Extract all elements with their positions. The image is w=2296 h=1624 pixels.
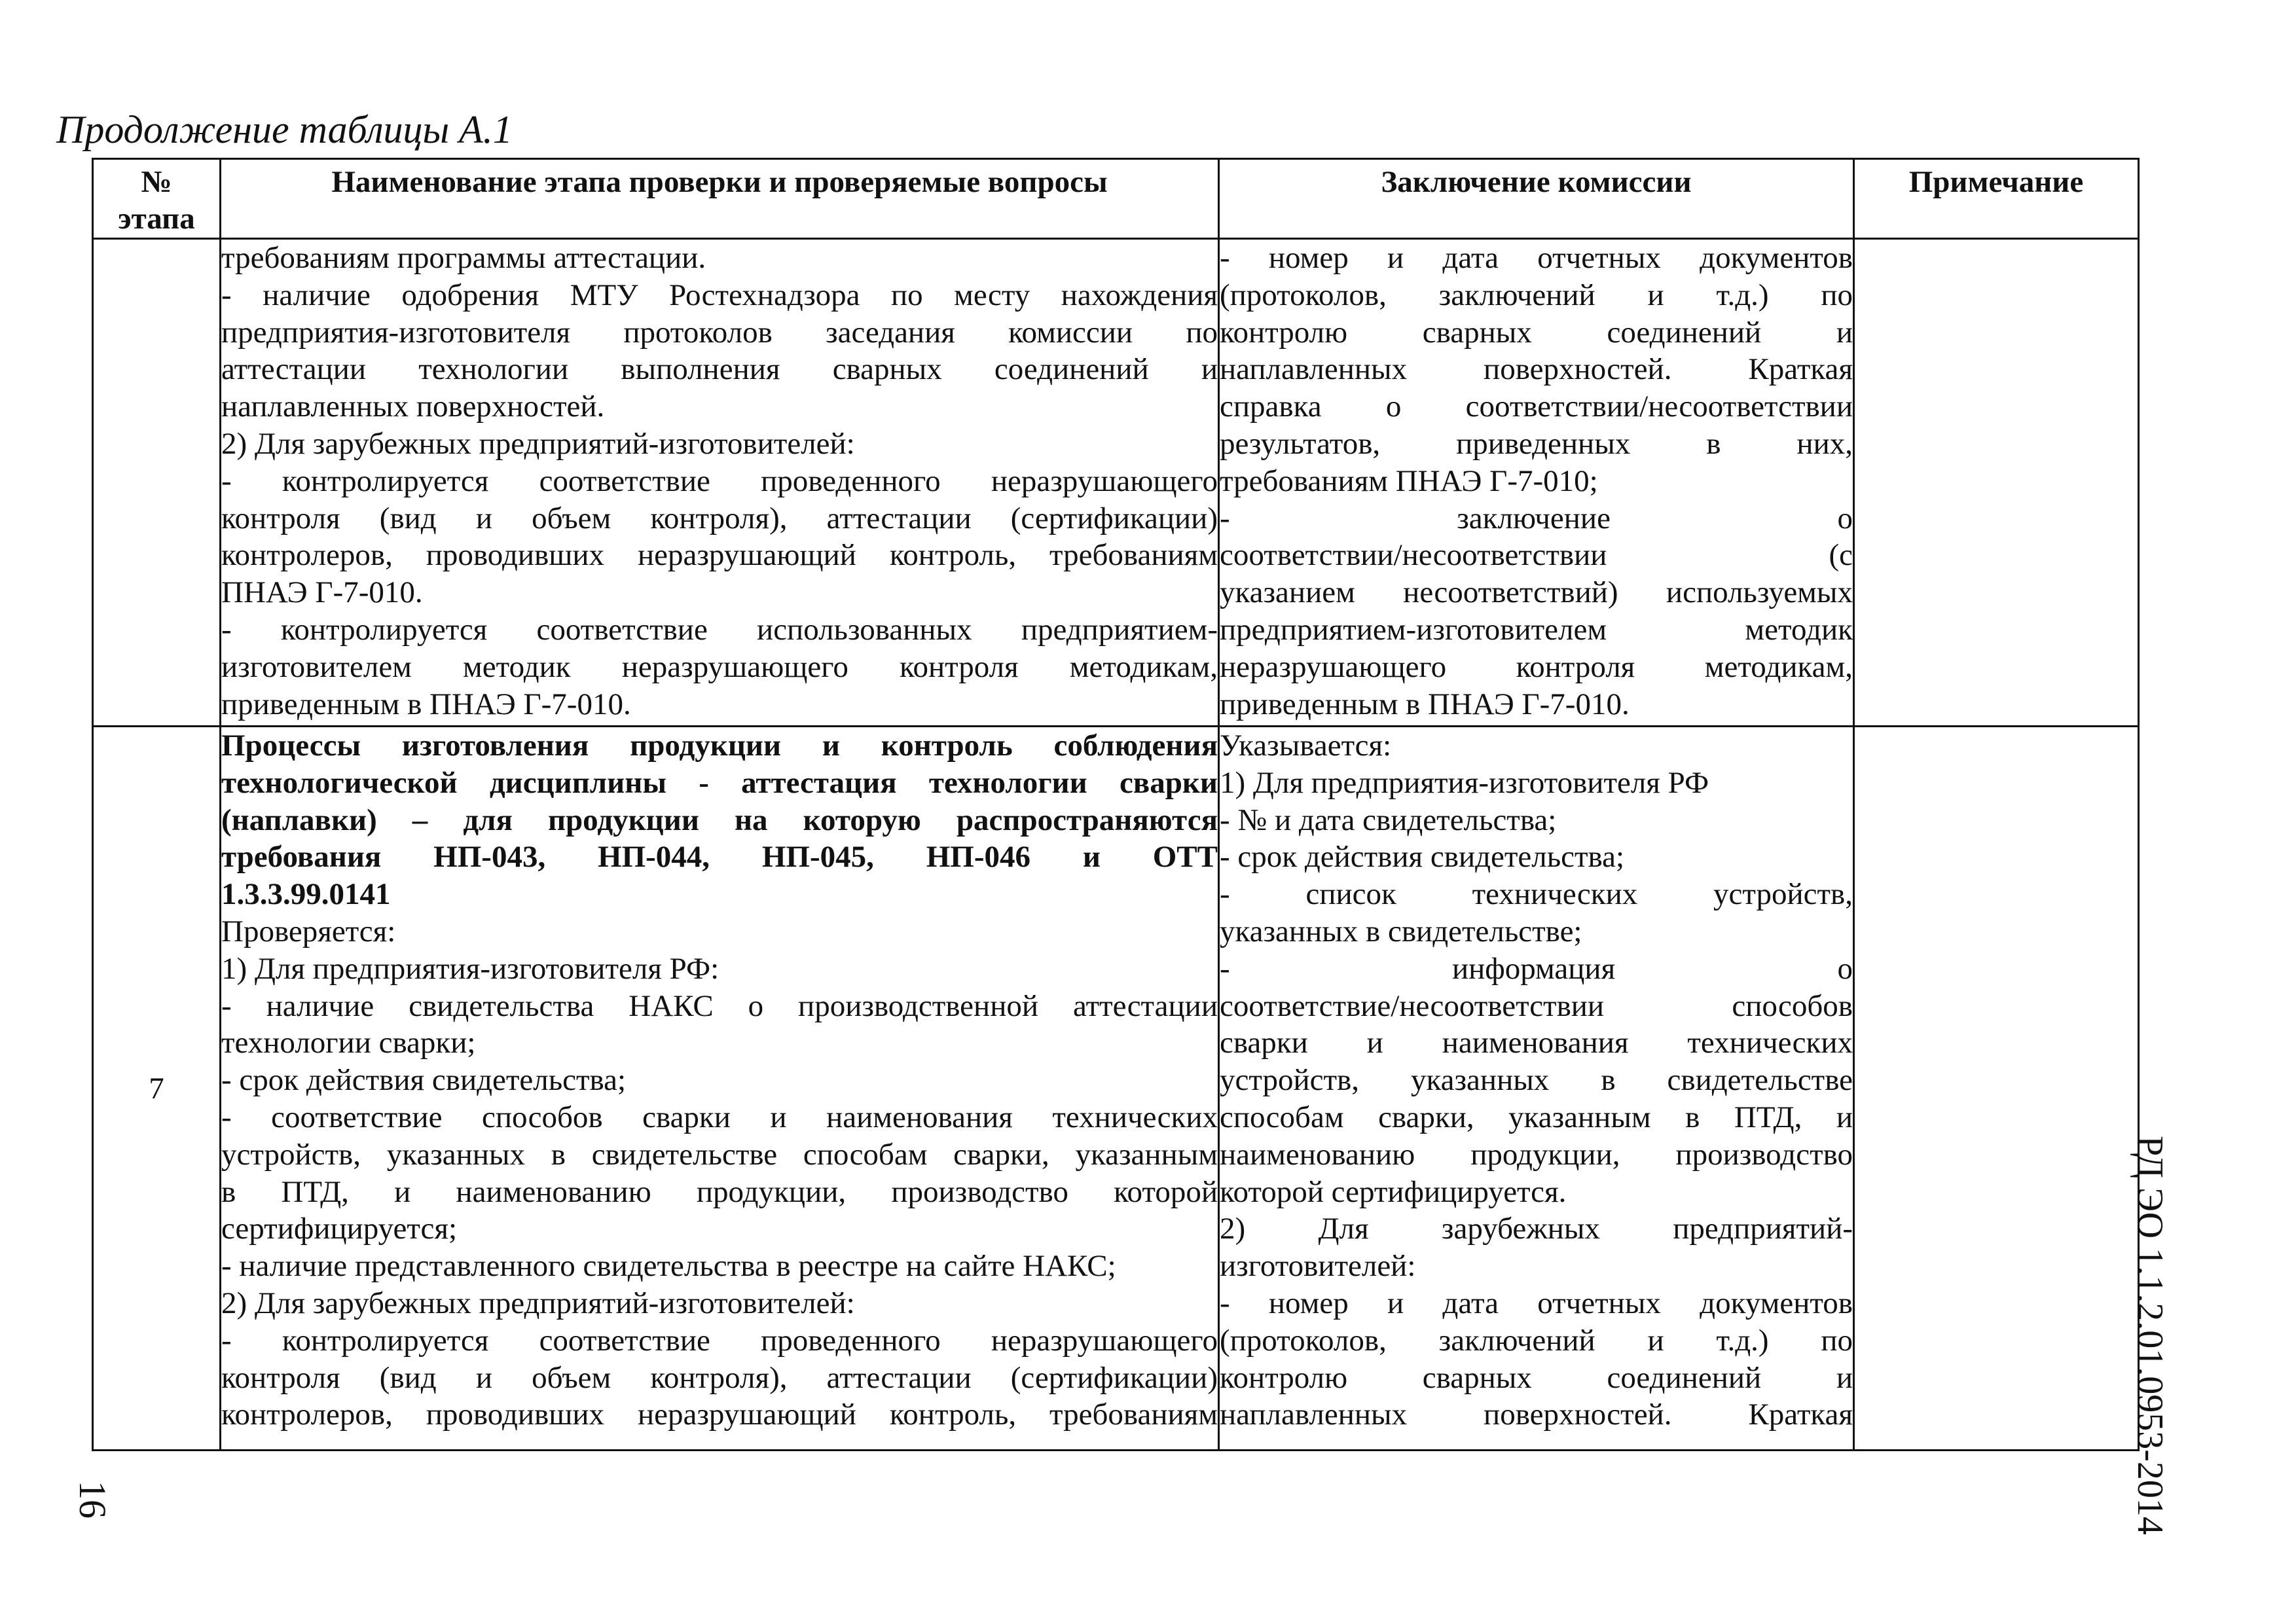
page-number: 16 [71, 1481, 114, 1519]
text-line: - номер и дата отчетных документов [1220, 1286, 1853, 1320]
text-line: справка о соответствии/несоответствии [1220, 389, 1853, 424]
text-line: контролю сварных соединений и [1220, 1360, 1853, 1395]
text-line: соответствии/несоответствии (с [1220, 538, 1853, 573]
text-line: 1.3.3.99.0141 [221, 877, 391, 912]
text-line: - наличие одобрения МТУ Ростехнадзора по месту нахождения [221, 278, 1218, 312]
text-line: способам сварки, указанным в ПТД, и [1220, 1100, 1853, 1134]
text-line: - срок действия свидетельства; [1220, 840, 1625, 875]
text-line: указанных в свидетельстве; [1220, 914, 1582, 948]
text-line: приведенным в ПНАЭ Г-7-010. [1220, 687, 1630, 721]
text-line: Указывается: [1220, 729, 1392, 763]
text-line: неразрушающего контроля методикам, [1220, 649, 1853, 684]
text-line: указанием несоответствий) используемых [1220, 575, 1853, 610]
text-line: наименованию продукции, производство [1220, 1137, 1853, 1172]
conclusion-text [1220, 240, 1853, 723]
text-line: (протоколов, заключений и т.д.) по [1220, 1323, 1853, 1358]
text-line: приведенным в ПНАЭ Г-7-010. [221, 687, 631, 721]
text-line: 2) Для зарубежных предприятий- [1220, 1212, 1853, 1246]
table-header-row [93, 159, 2139, 239]
table-caption: Продолжение таблицы А.1 [56, 108, 513, 151]
stage-title [221, 727, 1218, 913]
text-line: контроля (вид и объем контроля), аттестации (сертификации) [221, 501, 1218, 535]
text-line: сертифицируется; [221, 1212, 458, 1246]
text-line: - № и дата свидетельства; [1220, 803, 1557, 837]
table-row [93, 239, 2139, 727]
text-line: - информация о [1220, 951, 1853, 986]
text-line: 2) Для зарубежных предприятий-изготовителей: [221, 1286, 855, 1320]
text-line: - соответствие способов сварки и наименования технических [221, 1100, 1218, 1134]
text-line: ПНАЭ Г-7-010. [221, 575, 423, 610]
note-cell [1854, 239, 2139, 727]
text-line: сварки и наименования технических [1220, 1026, 1853, 1060]
stage-text [221, 913, 1218, 1434]
text-line: контроля (вид и объем контроля), аттестации (сертификации) [221, 1360, 1218, 1395]
note-cell [1854, 727, 2139, 1451]
table-row [93, 727, 2139, 1451]
text-line: результатов, приведенных в них, [1220, 426, 1853, 461]
text-line: - наличие свидетельства НАКС о производственной аттестации [221, 988, 1218, 1023]
text-line: изготовителем методик неразрушающего контроля методикам, [221, 649, 1218, 684]
text-line: технологии сварки; [221, 1026, 476, 1060]
conclusion-cell [1219, 727, 1854, 1451]
text-line: технологической дисциплины - аттестация технологии сварки [221, 765, 1218, 800]
text-line: требованиям программы аттестации. [221, 241, 706, 275]
header-conclusion: Заключение комиссии [1219, 159, 1854, 239]
text-line: (наплавки) – для продукции на которую распространяются [221, 803, 1218, 837]
text-line: контролю сварных соединений и [1220, 315, 1853, 350]
header-stage-name: Наименование этапа проверки и проверяемые вопросы [221, 159, 1219, 239]
text-line: - срок действия свидетельства; [221, 1063, 627, 1098]
text-line: соответствие/несоответствии способов [1220, 988, 1853, 1023]
text-line: 1) Для предприятия-изготовителя РФ: [221, 951, 720, 986]
stage-cell [221, 727, 1219, 1451]
header-num-symbol: № [141, 165, 172, 199]
conclusion-cell [1219, 239, 1854, 727]
text-line: аттестации технологии выполнения сварных соединений и [221, 352, 1218, 387]
text-line: 2) Для зарубежных предприятий-изготовителей: [221, 426, 855, 461]
header-stage-number [93, 159, 221, 239]
text-line: требованиям ПНАЭ Г-7-010; [1220, 463, 1598, 498]
text-line: изготовителей: [1220, 1249, 1416, 1284]
text-line: - список технических устройств, [1220, 877, 1853, 912]
text-line: - номер и дата отчетных документов [1220, 241, 1853, 275]
conclusion-text [1220, 727, 1853, 1434]
text-line: наплавленных поверхностей. [221, 389, 605, 424]
text-line: Процессы изготовления продукции и контроль соблюдения [221, 729, 1218, 763]
continuation-table [92, 158, 2140, 1451]
text-line: 1) Для предприятия-изготовителя РФ [1220, 765, 1709, 800]
text-line: которой сертифицируется. [1220, 1174, 1567, 1209]
text-line: (протоколов, заключений и т.д.) по [1220, 278, 1853, 312]
document-code: РД ЭО 1.1.2.01.0953-2014 [2130, 1136, 2170, 1535]
text-line: контролеров, проводивших неразрушающий контроль, требованиям [221, 538, 1218, 573]
text-line: предприятия-изготовителя протоколов заседания комиссии по [221, 315, 1218, 350]
text-line: - заключение о [1220, 501, 1853, 535]
text-line: контролеров, проводивших неразрушающий контроль, требованиям [221, 1398, 1218, 1432]
text-line: наплавленных поверхностей. Краткая [1220, 1398, 1853, 1432]
text-line: требования НП-043, НП-044, НП-045, НП-046 и ОТТ [221, 840, 1218, 875]
text-line: устройств, указанных в свидетельстве [1220, 1063, 1853, 1098]
text-line: - контролируется соответствие проведенного неразрушающего [221, 1323, 1218, 1358]
text-line: в ПТД, и наименованию продукции, производство которой [221, 1174, 1218, 1209]
stage-number-cell [93, 239, 221, 727]
stage-text [221, 240, 1218, 723]
text-line: Проверяется: [221, 914, 396, 948]
text-line: - контролируется соответствие проведенного неразрушающего [221, 463, 1218, 498]
text-line: предприятием-изготовителем методик [1220, 612, 1853, 647]
header-note: Примечание [1854, 159, 2139, 239]
text-line: устройств, указанных в свидетельстве способам сварки, указанным [221, 1137, 1218, 1172]
text-line: наплавленных поверхностей. Краткая [1220, 352, 1853, 387]
stage-cell [221, 239, 1219, 727]
text-line: - наличие представленного свидетельства в реестре на сайте НАКС; [221, 1249, 1116, 1284]
header-num-word: этапа [118, 202, 195, 236]
stage-number-cell: 7 [93, 727, 221, 1451]
text-line: - контролируется соответствие использованных предприятием- [221, 612, 1218, 647]
